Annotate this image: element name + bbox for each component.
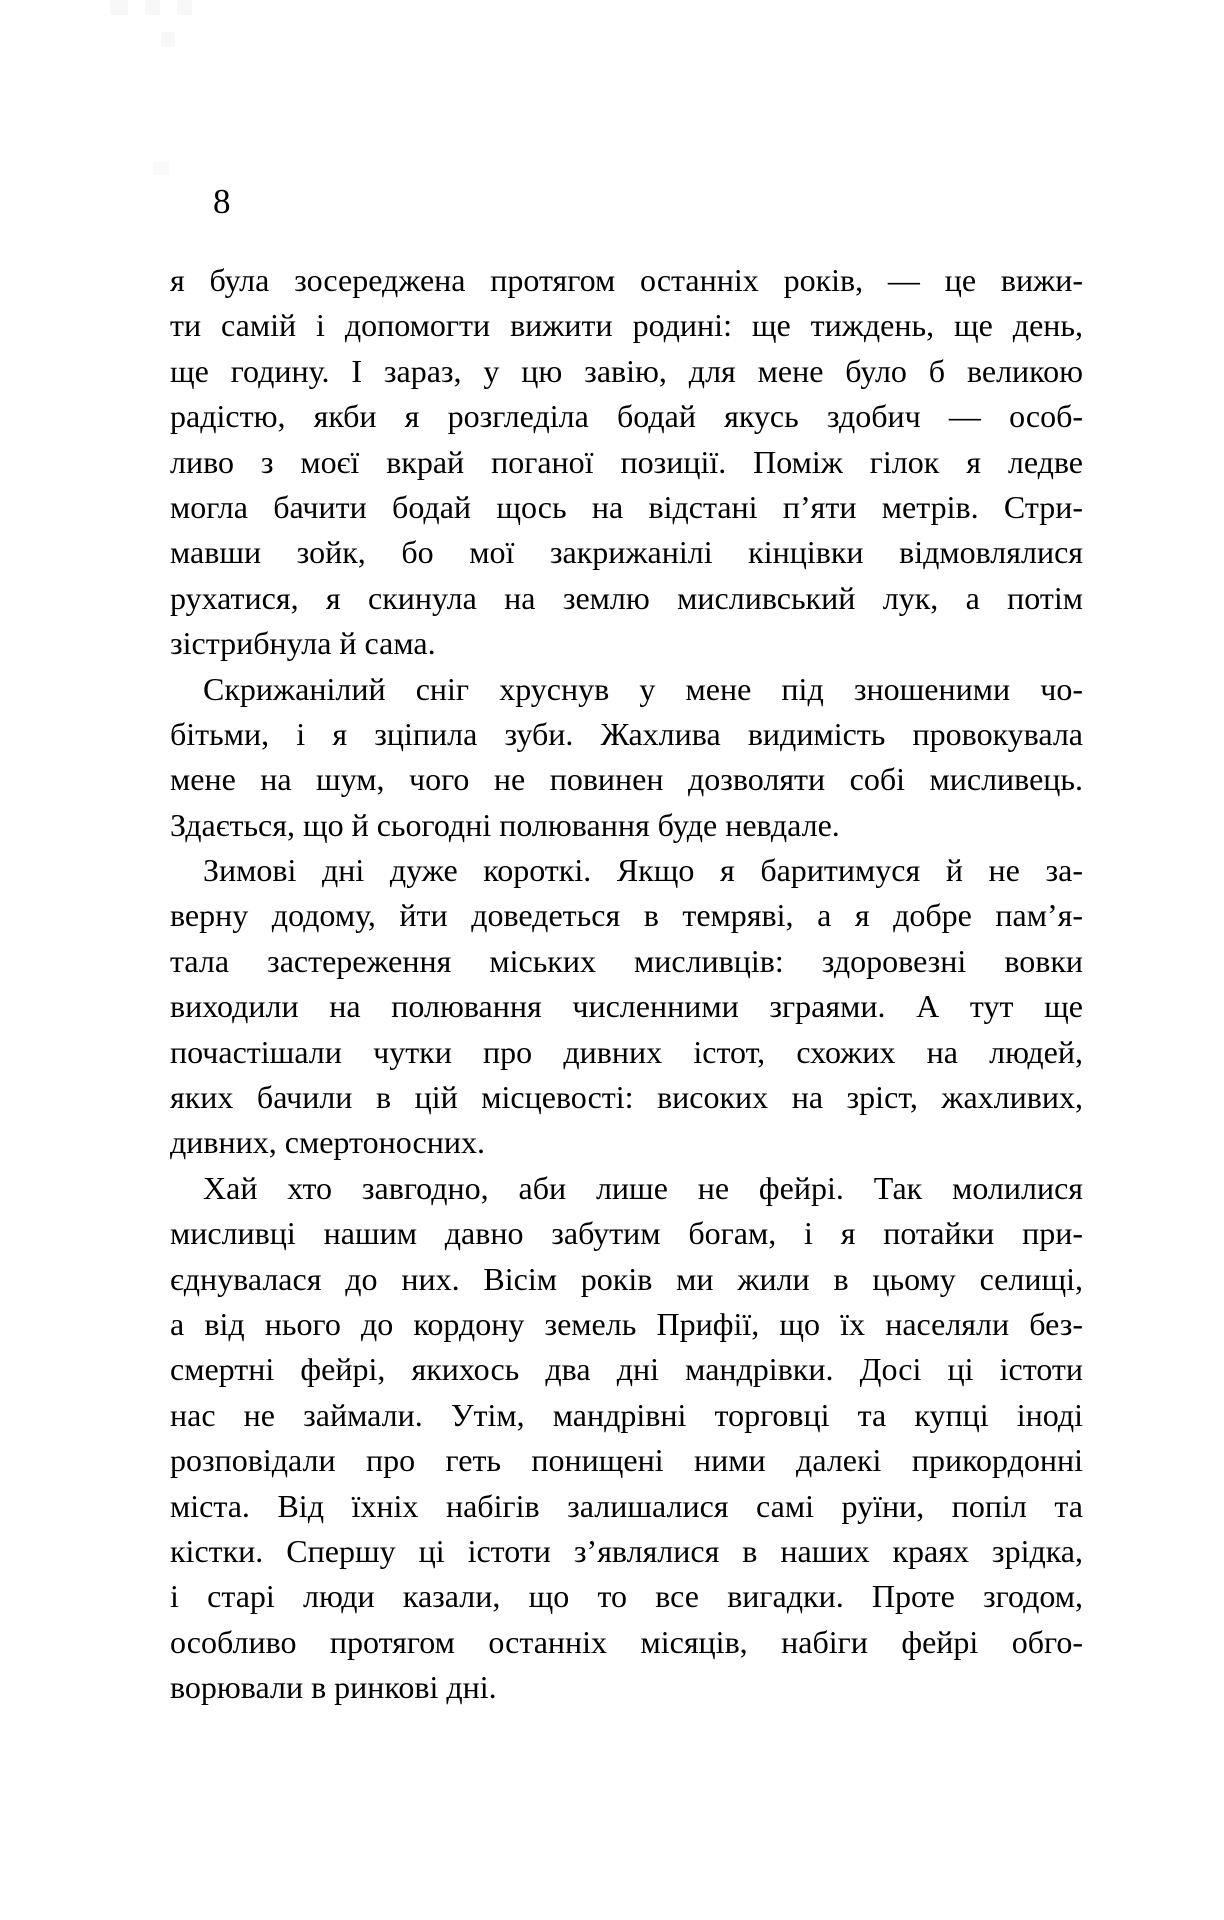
- text-line: Скрижанілий сніг хруснув у мене під зношеними чо-: [203, 670, 1083, 707]
- text-line: мене на шум, чого не повинен дозволяти собі мисливець.: [170, 761, 1083, 798]
- scan-artifact: [110, 0, 128, 15]
- text-line: зістрибнула й сама.: [170, 625, 436, 662]
- text-line: тала застереження міських мисливців: здоровезні вовки: [170, 942, 1083, 979]
- text-line: ще годину. І зараз, у цю завію, для мене було б великою: [170, 352, 1083, 389]
- text-line: смертні фейрі, якихось два дні мандрівки. Досі ці істоти: [170, 1351, 1083, 1388]
- paragraph-4: [170, 1166, 1083, 1711]
- page-number: 8: [213, 182, 231, 221]
- scan-artifact: [161, 32, 175, 47]
- text-line: виходили на полювання численними зграями. А тут ще: [170, 988, 1083, 1025]
- text-line: рухатися, я скинула на землю мисливський лук, а потім: [170, 579, 1083, 616]
- scan-artifact: [177, 0, 192, 15]
- text-line: ливо з моєї вкрай поганої позиції. Поміж гілок я ледве: [170, 443, 1083, 480]
- text-line: міста. Від їхніх набігів залишалися самі руїни, попіл та: [170, 1487, 1083, 1524]
- text-line: нас не займали. Утім, мандрівні торговці та купці іноді: [170, 1396, 1083, 1433]
- text-line: і старі люди казали, що то все вигадки. Проте згодом,: [170, 1578, 1083, 1615]
- text-line: а від нього до кордону земель Прифії, що їх населяли без-: [170, 1305, 1083, 1342]
- text-line: дивних, смертоносних.: [170, 1124, 485, 1161]
- text-line: почастішали чутки про дивних істот, схожих на людей,: [170, 1033, 1083, 1070]
- text-line: єднувалася до них. Вісім років ми жили в цьому селищі,: [170, 1260, 1083, 1297]
- paragraph-2: [170, 667, 1083, 849]
- text-line: Хай хто завгодно, аби лише не фейрі. Так молилися: [203, 1169, 1083, 1206]
- text-line: кістки. Спершу ці істоти з’являлися в наших краях зрідка,: [170, 1532, 1083, 1569]
- text-line: мавши зойк, бо мої закрижанілі кінцівки відмовлялися: [170, 534, 1083, 571]
- text-line: ворювали в ринкові дні.: [170, 1669, 497, 1706]
- text-line: верну додому, йти доведеться в темряві, а я добре пам’я-: [170, 897, 1083, 934]
- text-line: ти самій і допомогти вижити родині: ще тиждень, ще день,: [170, 307, 1083, 344]
- text-line: Зимові дні дуже короткі. Якщо я баритимуся й не за-: [203, 852, 1083, 889]
- text-line: я була зосереджена протягом останніх років, — це вижи-: [170, 262, 1083, 298]
- text-line: розповідали про геть понищені ними далекі прикордонні: [170, 1442, 1083, 1479]
- text-line: бітьми, і я зціпила зуби. Жахлива видимість провокувала: [170, 715, 1083, 752]
- text-line: яких бачили в цій місцевості: високих на зріст, жахливих,: [170, 1079, 1083, 1116]
- body-text: [170, 258, 1083, 1711]
- paragraph-3: [170, 848, 1083, 1166]
- text-line: Здається, що й сьогодні полювання буде невдале.: [170, 806, 840, 843]
- scan-artifact: [145, 0, 160, 15]
- scan-artifact: [153, 162, 169, 175]
- text-line: радістю, якби я розгледіла бодай якусь здобич — особ-: [170, 398, 1083, 435]
- text-line: особливо протягом останніх місяців, набіги фейрі обго-: [170, 1623, 1083, 1660]
- paragraph-continuation: [170, 258, 1083, 667]
- text-line: мисливці нашим давно забутим богам, і я потайки при-: [170, 1215, 1083, 1252]
- text-line: могла бачити бодай щось на відстані п’яти метрів. Стри-: [170, 488, 1083, 525]
